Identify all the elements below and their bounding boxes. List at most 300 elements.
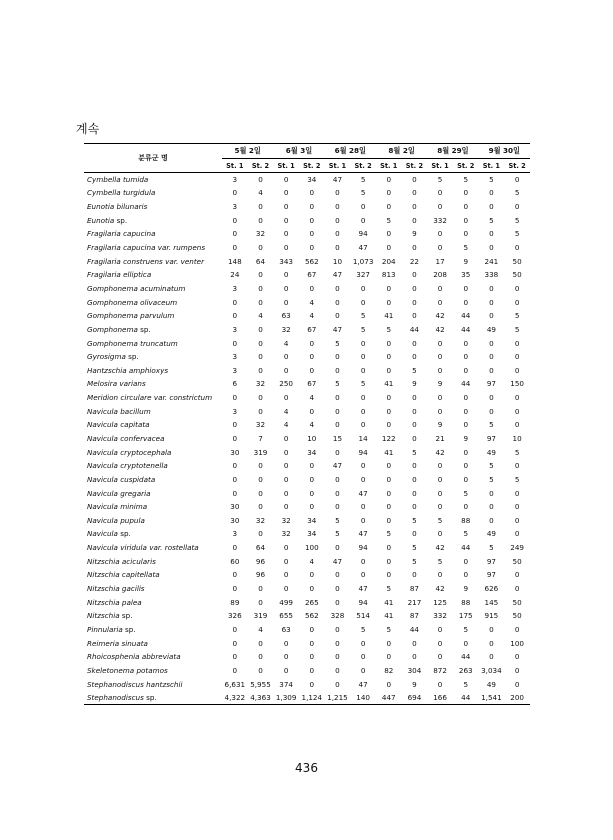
count-cell: 0 [283,243,289,253]
table-row [84,173,530,187]
count-cell: 0 [386,297,392,307]
count-cell: 0 [437,393,443,403]
count-cell: 0 [360,365,366,375]
count-cell: 5 [514,447,520,457]
table-row [84,582,530,596]
count-cell: 0 [437,243,443,253]
count-cell: 0 [258,352,263,362]
count-cell: 0 [335,584,340,594]
count-cell: 0 [412,433,417,443]
station-header: St. 2 [350,159,376,173]
count-cell: 0 [386,474,392,484]
count-cell: 0 [309,461,315,471]
count-cell: 5 [412,543,417,553]
count-cell: 0 [514,652,520,662]
taxon-name-cell [84,377,222,391]
count-cell: 0 [258,243,263,253]
count-cell: 562 [304,611,319,621]
count-cell: 0 [335,365,340,375]
count-cell: 0 [309,365,315,375]
count-cell: 0 [232,570,238,580]
count-cell: 0 [335,474,340,484]
count-cell: 0 [283,393,289,403]
count-cell: 3 [232,202,238,212]
count-cell: 0 [386,461,392,471]
count-cell: 21 [435,433,445,443]
count-cell: 0 [412,215,417,225]
count-cell: 4 [283,420,289,430]
count-cell: 0 [360,406,366,416]
count-cell: 63 [281,624,291,634]
count-cell: 0 [386,502,392,512]
count-cell: 0 [309,624,315,634]
count-cell: 4 [309,556,315,566]
count-cell: 0 [309,188,315,198]
count-cell: 562 [304,256,319,266]
taxon-name-cell [84,445,222,459]
count-cell: 150 [510,379,524,389]
taxon-name-cell [84,514,222,528]
count-cell: 0 [463,188,469,198]
count-cell: 49 [486,679,496,689]
taxon-name: Navicula confervacea [87,433,165,443]
count-cell: 0 [335,597,340,607]
count-cell: 32 [281,515,291,525]
count-cell: 0 [437,529,443,539]
count-cell: 0 [335,638,340,648]
count-cell: 44 [461,311,471,321]
taxon-name-cell [84,459,222,473]
table-row [84,227,530,241]
count-cell: 4 [309,420,315,430]
taxon-name: Nitzschia [87,611,120,621]
table-row [84,418,530,432]
count-cell: 0 [283,570,289,580]
count-cell: 47 [358,488,368,498]
count-cell: 0 [514,461,520,471]
count-cell: 0 [335,488,340,498]
count-cell: 5 [514,324,520,334]
count-cell: 3 [232,175,238,185]
count-cell: 0 [309,488,315,498]
count-cell: 140 [350,691,376,705]
table-row [84,541,530,555]
taxon-name-cell [84,309,222,323]
count-cell: 0 [437,188,443,198]
count-cell: 4 [309,297,315,307]
count-cell: 50 [512,256,522,266]
count-cell: 813 [381,270,396,280]
count-cell: 5 [386,529,392,539]
count-cell: 0 [283,283,289,293]
count-cell: 0 [335,624,340,634]
count-cell: 44 [461,652,471,662]
count-cell: 0 [514,584,520,594]
count-cell: 34 [307,447,317,457]
count-cell: 0 [386,338,392,348]
count-cell: 0 [360,352,366,362]
count-cell: 10 [332,256,343,266]
count-cell: 4 [283,406,289,416]
table-row [84,377,530,391]
taxon-name: Fragilaria capucina var. rumpens [87,243,206,253]
count-cell: 304 [407,665,422,675]
count-cell: 9 [412,679,417,689]
taxon-name: Navicula gregaria [87,488,151,498]
count-cell: 0 [232,297,238,307]
taxon-name-cell [84,336,222,350]
count-cell: 0 [283,229,289,239]
taxon-name: Stephanodiscus hantzschii [87,679,183,689]
count-cell: 34 [307,515,317,525]
count-cell: 5 [463,529,469,539]
count-cell: 94 [358,543,368,553]
count-cell: 0 [309,474,315,484]
taxon-name-cell [84,282,222,296]
count-cell: 0 [258,584,263,594]
count-cell: 42 [435,543,445,553]
count-cell: 0 [258,461,263,471]
date-header: 9월 30일 [479,144,530,159]
taxon-name: Eunotia bilunaris [87,202,148,212]
count-cell: 0 [463,638,469,648]
count-cell: 100 [510,638,524,648]
count-cell: 0 [360,556,366,566]
count-cell: 5 [489,420,494,430]
taxon-name-cell [84,595,222,609]
count-cell: 0 [437,406,443,416]
count-cell: 0 [463,420,469,430]
count-cell: 0 [463,202,469,212]
count-cell: 32 [255,229,266,239]
table-row [84,213,530,227]
count-cell: 0 [335,229,340,239]
count-cell: 0 [360,297,366,307]
count-cell: 47 [358,679,368,689]
taxon-name-cell [84,173,222,187]
count-cell: 5 [386,215,392,225]
count-cell: 0 [437,502,443,512]
table-row [84,363,530,377]
count-cell: 0 [463,447,469,457]
count-cell: 217 [407,597,422,607]
count-cell: 0 [386,543,392,553]
count-cell: 0 [463,474,469,484]
count-cell: 0 [309,243,315,253]
taxon-name: Melosira varians [87,379,146,389]
taxon-name-cell [84,186,222,200]
station-header: St. 2 [504,159,530,173]
table-row [84,527,530,541]
taxon-name: Gomphonema acuminatum [87,283,186,293]
count-cell: 9 [463,584,469,594]
count-cell: 5 [463,624,469,634]
count-cell: 41 [384,447,394,457]
count-cell: 97 [486,556,496,566]
count-cell: 5 [463,679,469,689]
count-cell: 200 [504,691,530,705]
count-cell: 0 [437,229,443,239]
count-cell: 0 [437,679,443,689]
count-cell: 0 [514,570,520,580]
count-cell: 44 [461,379,471,389]
count-cell: 0 [412,297,417,307]
count-cell: 0 [463,283,469,293]
table-row [84,200,530,214]
taxon-name: Gomphonema olivaceum [87,297,178,307]
taxon-name-cell [84,623,222,637]
count-cell: 97 [486,433,496,443]
count-cell: 0 [335,188,340,198]
count-cell: 0 [360,502,366,512]
count-cell: 0 [489,393,494,403]
taxon-name-cell [84,241,222,255]
count-cell: 87 [409,584,419,594]
table-row [84,186,530,200]
station-header: St. 2 [299,159,325,173]
count-cell: 32 [255,420,266,430]
count-cell: 0 [258,529,263,539]
date-header-row [84,144,530,159]
count-cell: 1,309 [273,691,299,705]
taxon-suffix: sp. [143,692,157,702]
taxon-name-cell [84,200,222,214]
count-cell: 0 [309,502,315,512]
taxon-suffix: sp. [122,624,136,634]
count-cell: 42 [435,311,445,321]
count-cell: 0 [335,652,340,662]
count-cell: 0 [437,488,443,498]
taxon-name: Fragilaria construens var. venter [87,256,205,266]
count-cell: 0 [283,433,289,443]
taxon-name-cell [84,650,222,664]
date-header: 8월 29일 [427,144,478,159]
count-cell: 60 [230,556,240,566]
taxon-name: Navicula capitata [87,420,150,430]
table-row [84,514,530,528]
taxon-suffix: sp. [114,215,128,225]
count-cell: 0 [437,202,443,212]
count-cell: 0 [489,652,494,662]
count-cell: 96 [255,570,266,580]
count-cell: 175 [458,611,473,621]
count-cell: 0 [386,365,392,375]
count-cell: 5 [386,584,392,594]
count-cell: 30 [230,447,240,457]
taxon-name: Gomphonema parvulum [87,311,175,321]
count-cell: 250 [279,379,293,389]
count-cell: 0 [258,597,263,607]
taxon-name: Cymbella turgidula [87,188,156,198]
count-cell: 5 [463,243,469,253]
count-cell: 0 [232,461,238,471]
count-cell: 0 [412,311,417,321]
count-cell: 41 [384,311,394,321]
taxon-name: Nitzschia palea [87,597,142,607]
count-cell: 5 [360,324,366,334]
count-cell: 0 [283,461,289,471]
count-cell: 0 [283,652,289,662]
count-cell: 0 [360,338,366,348]
count-cell: 0 [386,652,392,662]
count-cell: 10 [307,433,317,443]
count-cell: 5 [437,556,443,566]
species-abundance-table [84,143,530,705]
count-cell: 4,322 [222,691,248,705]
count-cell: 0 [309,584,315,594]
count-cell: 49 [486,447,496,457]
taxon-name-cell [84,568,222,582]
taxon-name-cell [84,295,222,309]
count-cell: 100 [304,543,319,553]
count-cell: 0 [258,283,263,293]
taxon-name: Navicula pupula [87,515,145,525]
count-cell: 0 [335,311,340,321]
count-cell: 30 [230,515,240,525]
count-cell: 0 [309,338,315,348]
count-cell: 125 [433,597,447,607]
count-cell: 0 [232,338,238,348]
count-cell: 50 [512,611,522,621]
count-cell: 0 [386,393,392,403]
taxon-name-cell [84,227,222,241]
table-row [84,650,530,664]
count-cell: 0 [283,638,289,648]
count-cell: 0 [335,447,340,457]
count-cell: 0 [360,393,366,403]
count-cell: 4 [283,338,289,348]
count-cell: 49 [486,324,496,334]
count-cell: 0 [258,365,263,375]
station-header: St. 1 [479,159,505,173]
count-cell: 5 [360,379,366,389]
taxon-suffix: sp. [117,529,131,539]
station-header: St. 1 [427,159,453,173]
page-number: 436 [295,761,318,775]
taxon-name: Navicula minima [87,502,148,512]
count-cell: 0 [360,461,366,471]
count-cell: 0 [463,502,469,512]
table-row [84,500,530,514]
count-cell: 44 [461,324,471,334]
count-cell: 0 [489,406,494,416]
count-cell: 0 [283,665,289,675]
taxon-name-cell [84,418,222,432]
count-cell: 0 [309,679,315,689]
count-cell: 0 [386,406,392,416]
count-cell: 32 [255,379,266,389]
count-cell: 0 [360,570,366,580]
count-cell: 0 [258,406,263,416]
count-cell: 0 [412,175,417,185]
count-cell: 5 [412,515,417,525]
count-cell: 94 [358,597,368,607]
count-cell: 0 [283,488,289,498]
count-cell: 5 [412,365,417,375]
count-cell: 5 [514,229,520,239]
count-cell: 47 [332,324,343,334]
taxon-name-cell [84,486,222,500]
table-row [84,309,530,323]
station-header: St. 1 [376,159,402,173]
count-cell: 241 [484,256,499,266]
table-row [84,595,530,609]
count-cell: 0 [489,488,494,498]
taxon-name-cell [84,500,222,514]
count-cell: 148 [227,256,242,266]
count-cell: 0 [309,406,315,416]
count-cell: 0 [489,283,494,293]
count-cell: 44 [461,543,471,553]
count-cell: 3,034 [481,665,502,675]
taxon-name-cell [84,636,222,650]
count-cell: 0 [360,215,366,225]
count-cell: 0 [335,502,340,512]
count-cell: 0 [309,638,315,648]
continued-label: 계속 [76,122,100,136]
count-cell: 34 [307,175,317,185]
taxon-name: Navicula [87,529,118,539]
count-cell: 50 [512,556,522,566]
date-header: 8월 2일 [376,144,427,159]
count-cell: 326 [227,611,242,621]
count-cell: 319 [253,611,268,621]
count-cell: 0 [283,352,289,362]
taxon-name-cell [84,432,222,446]
count-cell: 0 [360,652,366,662]
count-cell: 5 [412,447,417,457]
count-cell: 47 [332,175,343,185]
taxon-name-cell [84,582,222,596]
count-cell: 0 [232,311,238,321]
count-cell: 0 [335,393,340,403]
count-cell: 0 [412,502,417,512]
count-cell: 3 [232,352,238,362]
count-cell: 0 [412,283,417,293]
count-cell: 9 [437,379,443,389]
count-cell: 0 [437,474,443,484]
count-cell: 0 [335,406,340,416]
count-cell: 9 [437,420,443,430]
count-cell: 0 [463,556,469,566]
count-cell: 0 [437,638,443,648]
taxon-name-cell [84,254,222,268]
count-cell: 42 [435,324,445,334]
count-cell: 0 [360,283,366,293]
taxon-name: Nitzschia gacilis [87,584,145,594]
count-cell: 0 [463,297,469,307]
date-header: 5월 2일 [222,144,273,159]
count-cell: 67 [307,379,317,389]
count-cell: 327 [356,270,370,280]
count-cell: 44 [409,324,419,334]
count-cell: 5 [335,379,340,389]
taxon-name-cell [84,691,222,705]
table-row [84,664,530,678]
count-cell: 0 [386,570,392,580]
count-cell: 3 [232,529,238,539]
count-cell: 0 [514,665,520,675]
count-cell: 5 [386,324,392,334]
taxon-name-cell [84,473,222,487]
count-cell: 0 [232,188,238,198]
count-cell: 655 [279,611,293,621]
count-cell: 0 [283,188,289,198]
count-cell: 42 [435,447,445,457]
count-cell: 374 [279,679,293,689]
count-cell: 0 [437,652,443,662]
count-cell: 32 [255,515,266,525]
